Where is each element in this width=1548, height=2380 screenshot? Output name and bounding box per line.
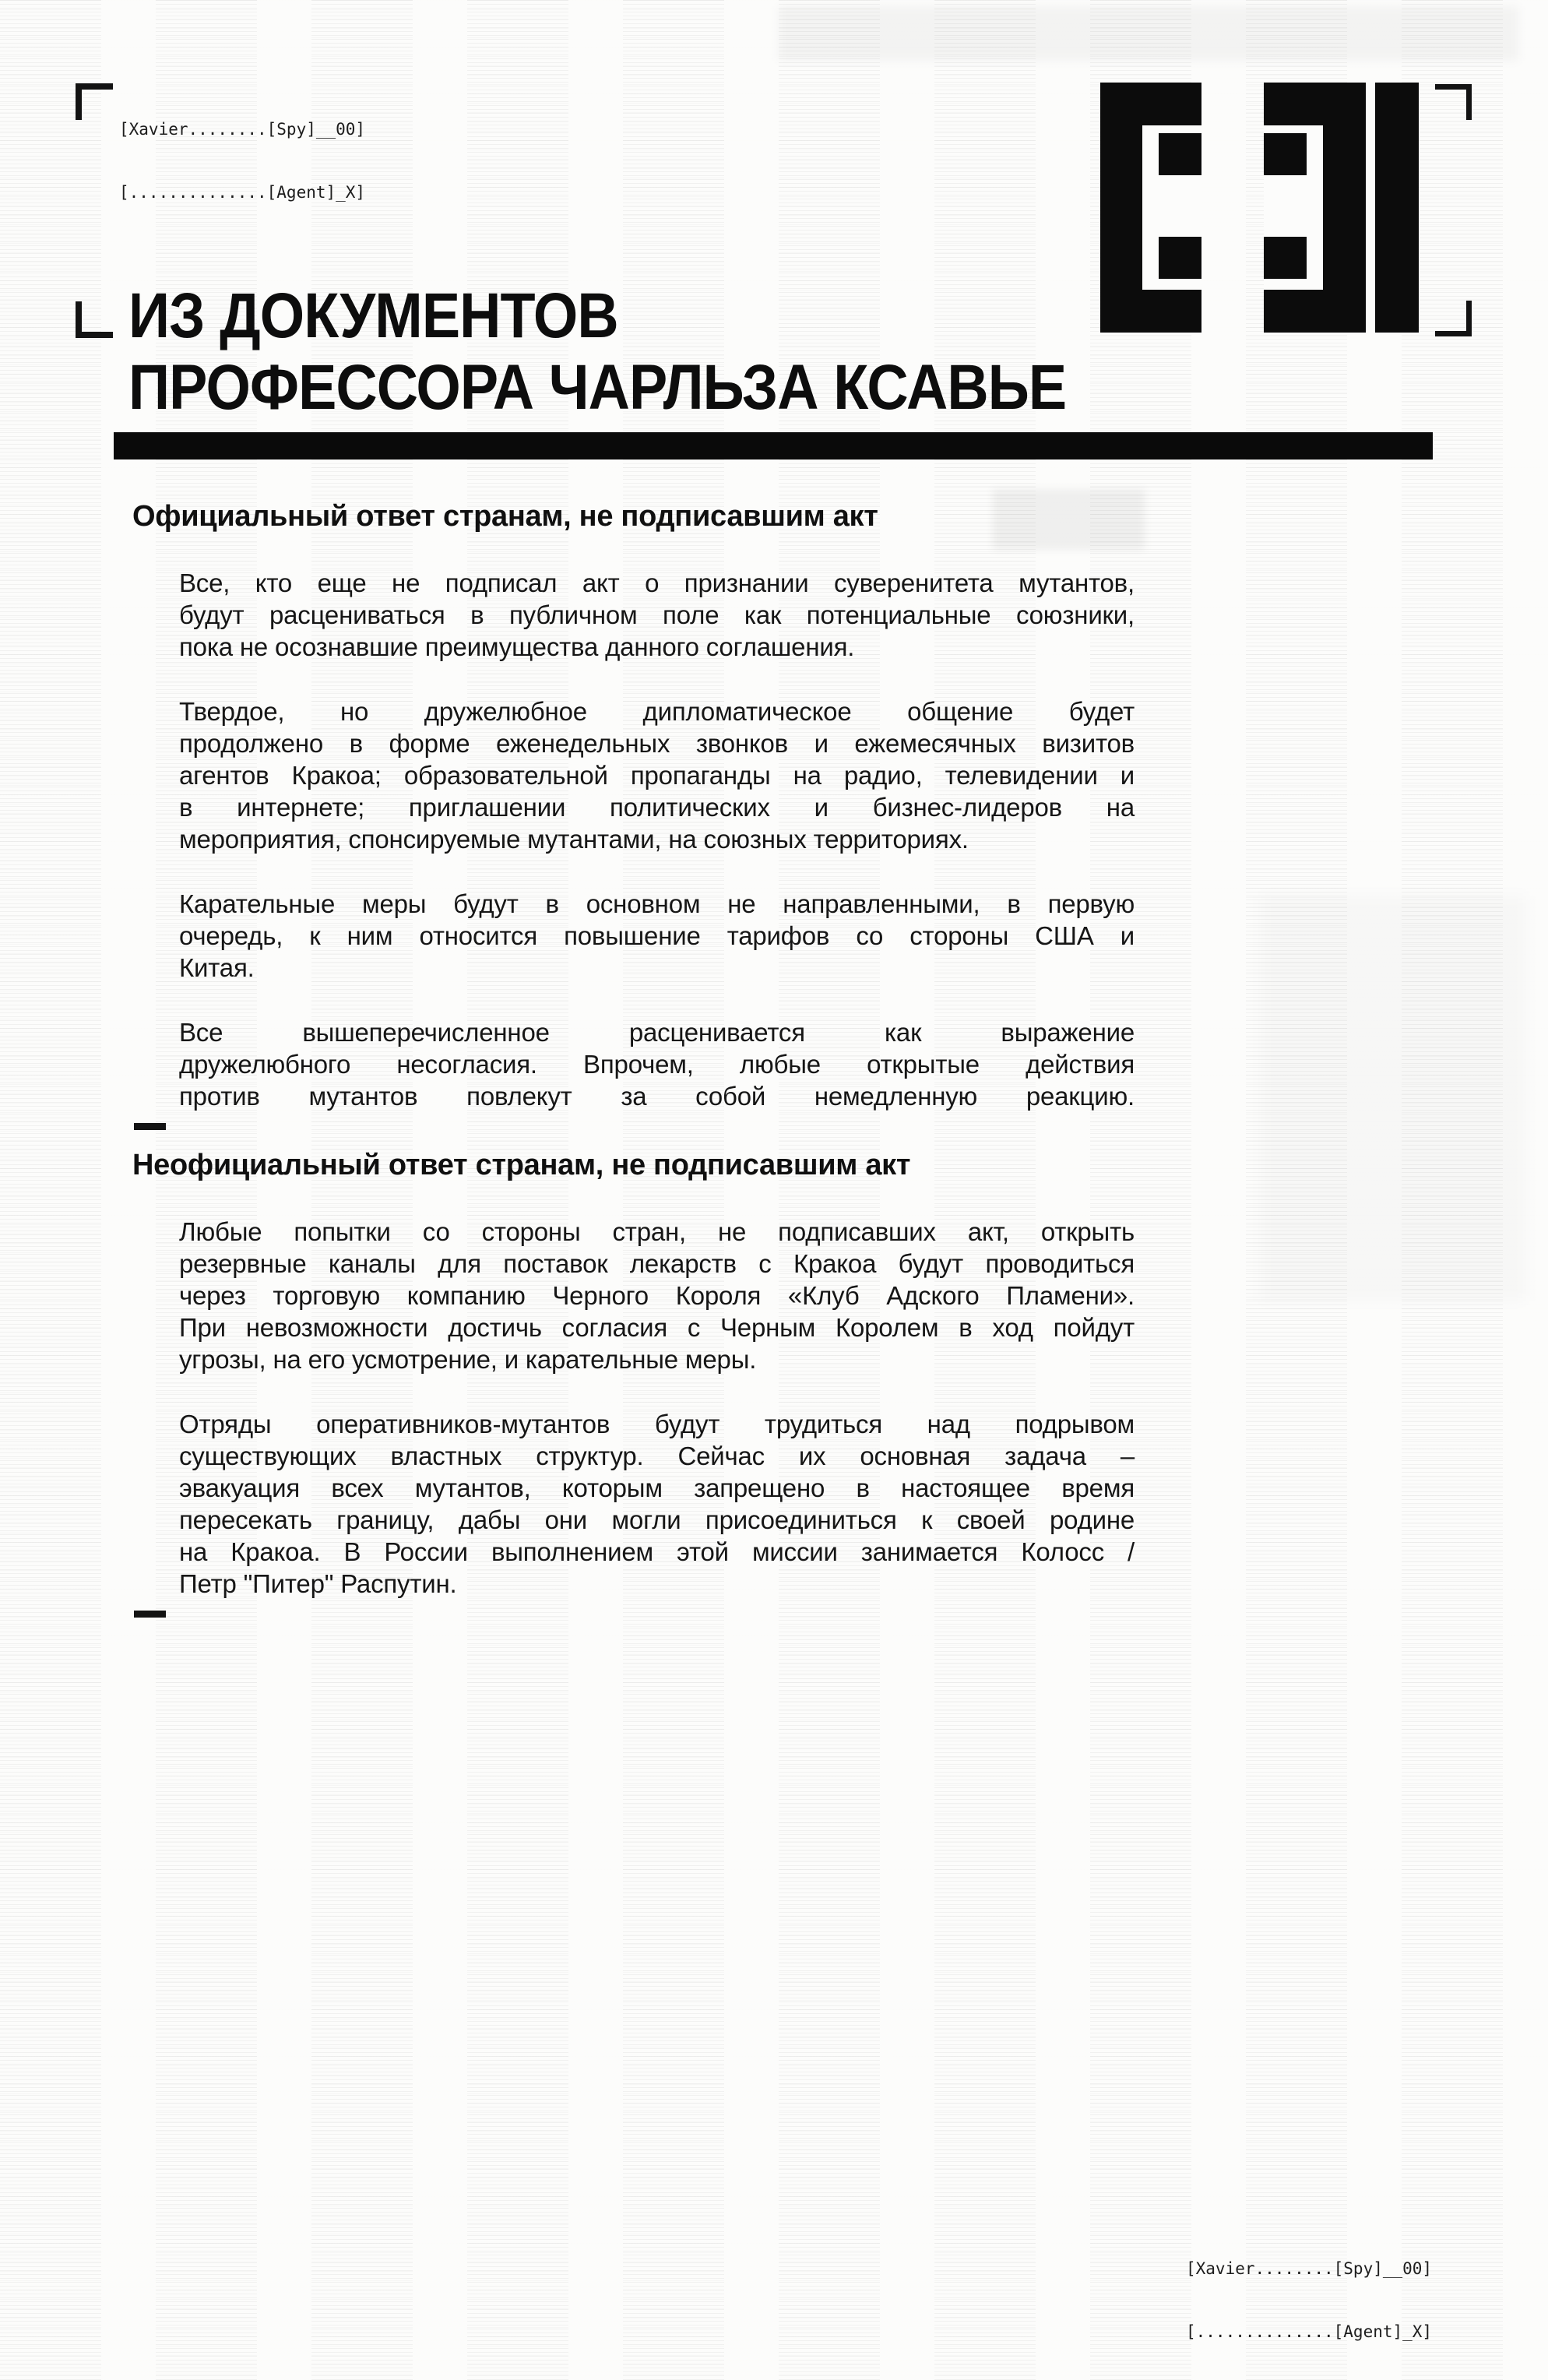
corner-mark-top-right (1435, 84, 1472, 120)
title-underline-bar (114, 432, 1433, 459)
paragraph-line: агентов Кракоа; образовательной пропаганды на радио, телевидении и (179, 761, 1135, 790)
paragraph-line: против мутантов повлекут за собой немедленную реакцию. (179, 1082, 1135, 1111)
paragraph-line: эвакуация всех мутантов, которым запрещено в настоящее время (179, 1473, 1135, 1502)
paragraph-line: Все, кто еще не подписал акт о признании суверенитета мутантов, (179, 569, 1135, 597)
section-heading: Неофициальный ответ странам, не подписавшим акт (132, 1149, 911, 1181)
xavier-files-logo (1100, 83, 1419, 333)
id-code-line-1: [Xavier........[Spy]__00] (119, 120, 366, 139)
paragraph-line: Твердое, но дружелюбное дипломатическое общение будет (179, 697, 1135, 726)
paragraph-line: мероприятия, спонсируемые мутантами, на союзных территориях. (179, 825, 969, 854)
logo-square-icon (1264, 237, 1307, 279)
page-title (128, 280, 1066, 424)
paragraph-line: резервные каналы для поставок лекарств с Кракоа будут проводиться (179, 1249, 1135, 1278)
logo-square-icon (1264, 133, 1307, 175)
paragraph-line: на Кракоа. В России выполнением этой миссии занимается Колосс / (179, 1537, 1135, 1566)
paragraph (132, 695, 1135, 855)
paragraph-line: дружелюбного несогласия. Впрочем, любые открытые действия (179, 1050, 1135, 1079)
logo-bar-icon (1375, 83, 1419, 333)
paragraph-line: пока не осознавшие преимущества данного соглашения. (179, 632, 855, 661)
section-heading: Официальный ответ странам, не подписавшим акт (132, 500, 878, 533)
paragraph-line: Любые попытки со стороны стран, не подписавших акт, открыть (179, 1217, 1135, 1246)
paragraph-line: через торговую компанию Черного Короля «Клуб Адского Пламени». (179, 1281, 1135, 1310)
paragraph (132, 567, 1135, 663)
corner-mark-top-left (76, 83, 113, 120)
id-code-line-2: [..............[Agent]_X] (119, 183, 366, 202)
logo-square-icon (1159, 237, 1201, 279)
paragraph-line: существующих властных структур. Сейчас их основная задача – (179, 1442, 1135, 1470)
logo-square-icon (1159, 133, 1201, 175)
paragraph (132, 1216, 1135, 1375)
paragraph-line: пересекать границу, дабы они могли присоединиться к своей родине (179, 1505, 1135, 1534)
corner-mark-bottom-right (1435, 301, 1472, 336)
id-code-line-2: [..............[Agent]_X] (1186, 2322, 1433, 2341)
logo-notch-icon (1142, 125, 1201, 290)
paragraph-line: Отряды оперативников-мутантов будут трудиться над подрывом (179, 1410, 1135, 1438)
paragraph (132, 1408, 1135, 1600)
paragraph-line: в интернете; приглашении политических и бизнес-лидеров на (179, 793, 1135, 822)
document-body (132, 495, 1135, 1632)
paper-smudge (779, 6, 1518, 61)
paragraph-line: угрозы, на его усмотрение, и карательные меры. (179, 1345, 757, 1374)
paragraph-line: При невозможности достичь согласия с Черным Королем в ход пойдут (179, 1313, 1135, 1342)
section-end-dash (134, 1611, 166, 1618)
logo-glyph-left (1100, 83, 1201, 333)
id-code-bottom (1186, 2216, 1432, 2380)
page-title-line-2: ПРОФЕССОРА ЧАРЛЬЗА КСАВЬЕ (128, 352, 1067, 423)
section-end-dash (134, 1123, 166, 1130)
corner-mark-bottom-left (76, 301, 113, 338)
paragraph-line: очередь, к ним относится повышение тарифов со стороны США и (179, 921, 1135, 950)
page-title-line-1: ИЗ ДОКУМЕНТОВ (128, 280, 618, 351)
paragraph (132, 1016, 1135, 1112)
id-code-top (119, 77, 365, 245)
paragraph-line: продолжено в форме еженедельных звонков и ежемесячных визитов (179, 729, 1135, 758)
paragraph-line: Китая. (179, 953, 255, 982)
paragraph-line: Все вышеперечисленное расценивается как выражение (179, 1018, 1135, 1047)
logo-glyph-right (1264, 83, 1366, 333)
logo-notch-icon (1264, 125, 1323, 290)
id-code-line-1: [Xavier........[Spy]__00] (1186, 2259, 1433, 2278)
paragraph-line: будут расцениваться в публичном поле как потенциальные союзники, (179, 600, 1135, 629)
paper-smudge (1261, 896, 1526, 1301)
paragraph-line: Карательные меры будут в основном не направленными, в первую (179, 889, 1135, 918)
paragraph-line: Петр "Питер" Распутин. (179, 1569, 457, 1598)
paragraph (132, 888, 1135, 984)
